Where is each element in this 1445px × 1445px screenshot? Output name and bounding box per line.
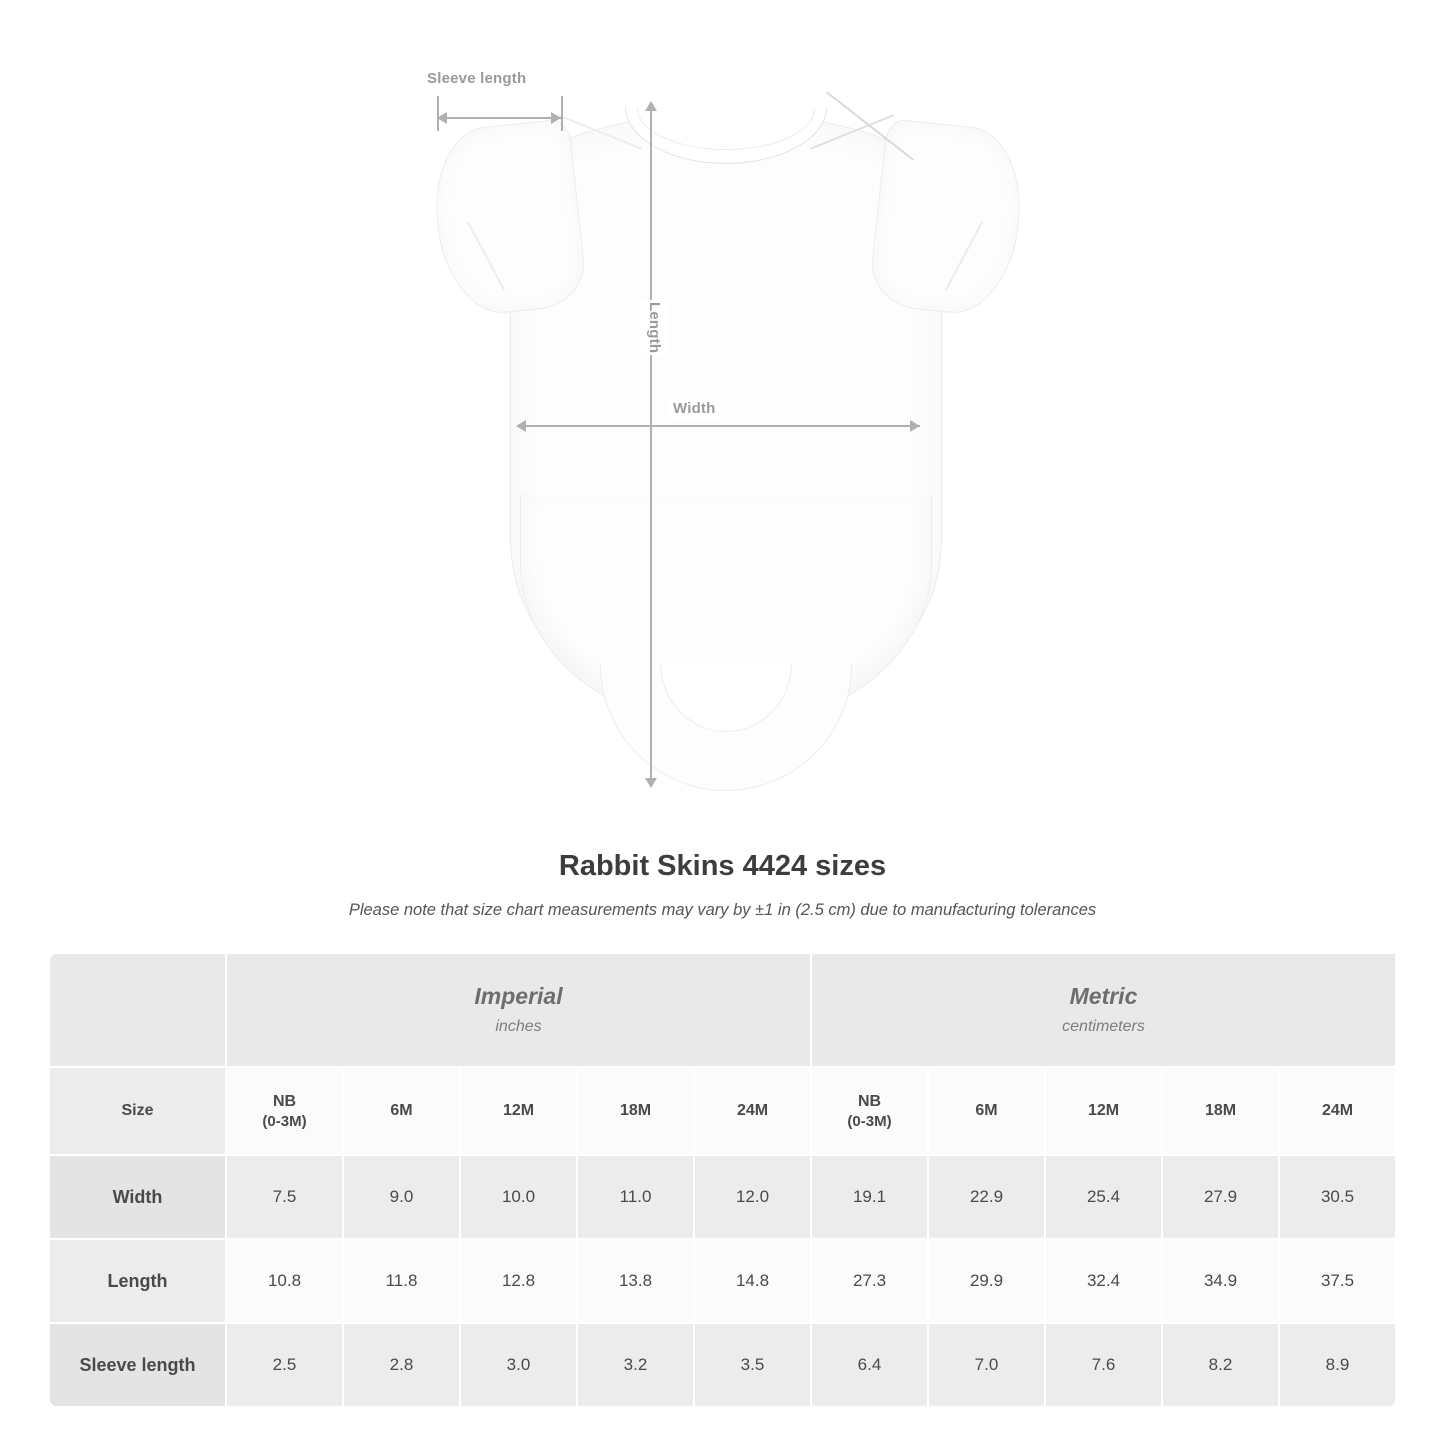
column-header-sublabel: (0-3M) [847,1112,892,1130]
table-header-row [49,1067,1396,1155]
cell-sleeve-18m-cm: 8.2 [1162,1323,1279,1407]
cell-length-18m-in: 13.8 [577,1239,694,1323]
cell-sleeve-nb-in: 2.5 [226,1323,343,1407]
sleeve-guide-line [437,117,561,119]
width-guide-arrow-left [516,420,526,432]
cell-width-24m-cm: 30.5 [1279,1155,1396,1239]
cell-length-12m-in: 12.8 [460,1239,577,1323]
unit-group-metric-name: Metric [1069,982,1138,1009]
column-header-nb-metric [811,1067,928,1155]
row-header-length: Length [49,1239,226,1323]
cell-width-6m-in: 9.0 [343,1155,460,1239]
length-label: Length [641,300,668,355]
cell-width-6m-cm: 22.9 [928,1155,1045,1239]
cell-length-18m-cm: 34.9 [1162,1239,1279,1323]
cell-width-12m-cm: 25.4 [1045,1155,1162,1239]
bodysuit-left-sleeve [428,118,589,319]
width-guide-line [525,425,920,427]
length-guide-arrow-bottom [645,778,657,788]
page-title: Rabbit Skins 4424 sizes [558,850,887,882]
tolerance-note: Please note that size chart measurements may vary by ±1 in (2.5 cm) due to manufacturing tolerances [348,901,1097,919]
cell-sleeve-6m-cm: 7.0 [928,1323,1045,1407]
cell-width-nb-cm: 19.1 [811,1155,928,1239]
unit-group-corner [49,953,226,1067]
unit-group-imperial [226,953,811,1067]
cell-width-24m-in: 12.0 [694,1155,811,1239]
size-chart-table [48,952,1397,1408]
cell-sleeve-18m-in: 3.2 [577,1323,694,1407]
row-header-sleeve-length: Sleeve length [49,1323,226,1407]
row-header-width: Width [49,1155,226,1239]
cell-sleeve-6m-in: 2.8 [343,1323,460,1407]
cell-length-12m-cm: 32.4 [1045,1239,1162,1323]
cell-sleeve-12m-cm: 7.6 [1045,1323,1162,1407]
cell-width-nb-in: 7.5 [226,1155,343,1239]
sleeve-length-label: Sleeve length [422,68,531,89]
sleeve-guide-tick-right [561,96,563,131]
sleeve-guide-arrow-left [437,112,447,124]
cell-length-nb-in: 10.8 [226,1239,343,1323]
cell-width-12m-in: 10.0 [460,1155,577,1239]
column-header-sublabel: (0-3M) [262,1112,307,1130]
table-row [49,1323,1396,1407]
cell-sleeve-24m-in: 3.5 [694,1323,811,1407]
column-header-nb-imperial [226,1067,343,1155]
sleeve-guide-arrow-right [551,112,561,124]
baby-bodysuit-illustration [425,95,1025,785]
cell-sleeve-nb-cm: 6.4 [811,1323,928,1407]
length-guide-arrow-top [645,101,657,111]
column-header-size: Size [49,1067,226,1155]
cell-length-6m-in: 11.8 [343,1239,460,1323]
bodysuit-right-sleeve [868,118,1029,319]
cell-width-18m-in: 11.0 [577,1155,694,1239]
width-label: Width [668,398,721,419]
unit-group-imperial-sub: inches [495,1018,542,1036]
column-header-label: NB [272,1092,297,1110]
column-header-label: NB [857,1092,882,1110]
unit-group-metric [811,953,1396,1067]
length-guide-line [650,110,652,785]
column-header-12m-metric: 12M [1045,1067,1162,1155]
unit-group-row [49,953,1396,1067]
cell-sleeve-24m-cm: 8.9 [1279,1323,1396,1407]
table-row [49,1239,1396,1323]
cell-sleeve-12m-in: 3.0 [460,1323,577,1407]
chart-header [0,850,1445,920]
size-chart-table-wrapper [48,952,1397,1408]
column-header-18m-metric: 18M [1162,1067,1279,1155]
column-header-24m-metric: 24M [1279,1067,1396,1155]
unit-group-imperial-name: Imperial [474,982,563,1009]
cell-length-24m-cm: 37.5 [1279,1239,1396,1323]
column-header-12m-imperial: 12M [460,1067,577,1155]
column-header-6m-imperial: 6M [343,1067,460,1155]
width-guide-arrow-right [910,420,920,432]
column-header-24m-imperial: 24M [694,1067,811,1155]
column-header-18m-imperial: 18M [577,1067,694,1155]
column-header-6m-metric: 6M [928,1067,1045,1155]
unit-group-metric-sub: centimeters [1062,1018,1145,1036]
cell-length-6m-cm: 29.9 [928,1239,1045,1323]
table-row [49,1155,1396,1239]
cell-length-nb-cm: 27.3 [811,1239,928,1323]
cell-width-18m-cm: 27.9 [1162,1155,1279,1239]
cell-length-24m-in: 14.8 [694,1239,811,1323]
